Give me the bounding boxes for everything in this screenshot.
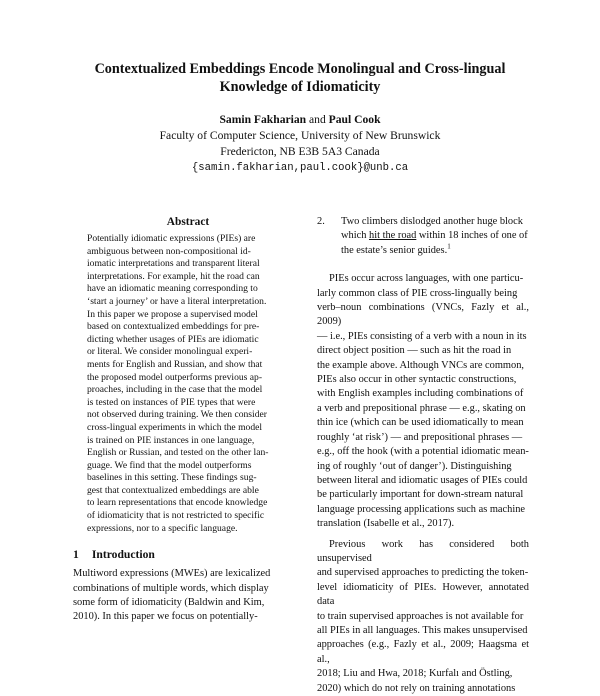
introduction-heading: [73, 547, 303, 563]
abstract-line: In this paper we propose a supervised model: [87, 308, 258, 320]
author-2: Paul Cook: [328, 113, 381, 126]
abstract-line: to learn representations that encode knowledge: [87, 497, 268, 509]
abstract-line: is tested on instances of PIE types that were: [87, 396, 256, 408]
author-1: Samin Fakharian: [219, 113, 307, 126]
example-text-fragment: which: [341, 230, 369, 242]
introduction-body: [73, 567, 303, 625]
para-line: with English examples including combinations of: [317, 388, 524, 400]
para-line: 2020) which do not rely on training annotations: [317, 682, 516, 694]
abstract-line: baselines in this setting. These findings sug-: [87, 472, 257, 484]
abstract-line: guage. We find that the model outperforms: [87, 459, 252, 471]
para-line: level idiomaticity of PIEs. However, annotated data: [317, 581, 529, 608]
para-line: larly common class of PIE cross-lingually being: [317, 287, 518, 299]
left-column: [73, 215, 303, 625]
section-title: Introduction: [91, 548, 155, 562]
intro-line: some form of idiomaticity (Baldwin and Kim,: [73, 597, 265, 609]
abstract-line: based on contextualized embeddings for pre-: [87, 321, 260, 333]
right-column: [317, 215, 529, 696]
para-line: roughly ‘at risk’) — and prepositional phrases —: [317, 431, 523, 443]
para-line: ing of roughly ‘out of danger’). Distinguishing: [317, 460, 512, 472]
intro-line: combinations of multiple words, which display: [73, 582, 269, 594]
abstract-line: iomatic interpretations and transparent literal: [87, 258, 260, 270]
para-line: and supervised approaches to predicting the token-: [317, 567, 529, 579]
abstract-line: interpretations. For example, hit the road can: [87, 270, 260, 282]
abstract-line: Potentially idiomatic expressions (PIEs) are: [87, 233, 256, 244]
intro-line: Multiword expressions (MWEs) are lexicalized: [73, 568, 271, 580]
abstract-line: ‘start a journey’ or have a literal interpretation.: [87, 295, 267, 307]
author-block: [60, 112, 540, 176]
para-line: all PIEs in all languages. This makes unsupervised: [317, 624, 528, 636]
paragraph-previous-work: [317, 538, 529, 696]
para-line: the example above. Although VNCs are common,: [317, 359, 525, 371]
example-line: [341, 244, 529, 258]
abstract-line: ambiguous between non-compositional id-: [87, 245, 251, 257]
abstract-heading: Abstract: [166, 216, 210, 228]
para-line: verb–noun combinations (VNCs, Fazly et al., 2009): [317, 302, 529, 328]
para-line: direct object position — such as hit the road in: [317, 345, 512, 357]
abstract-line: gest that contextualized embeddings are able: [87, 484, 259, 496]
affiliation-line-1: Faculty of Computer Science, University of New Brunswick: [159, 129, 441, 142]
example-text-fragment: within 18 inches of one of: [416, 230, 528, 242]
para-line: — i.e., PIEs consisting of a verb with a noun in its: [317, 330, 527, 342]
para-line: between literal and idiomatic usages of PIEs could: [317, 474, 528, 486]
abstract-line: have an idiomatic meaning corresponding to: [87, 283, 258, 295]
para-line: be particularly important for down-stream natural: [317, 489, 524, 501]
section-number: 1: [73, 548, 79, 562]
para-line: language processing applications such as machine: [317, 503, 526, 515]
para-line: translation (Isabelle et al., 2017).: [317, 518, 455, 530]
para-line: 2018; Liu and Hwa, 2018; Kurfalı and Östling,: [317, 668, 513, 680]
example-2: [317, 215, 529, 258]
author-emails: {samin.fakharian,paul.cook}@unb.ca: [191, 162, 409, 174]
abstract-line: the proposed model outperforms previous ap-: [87, 371, 263, 383]
intro-line: 2010). In this paper we focus on potentially-: [73, 611, 258, 623]
example-text-fragment: the estate’s senior guides.: [341, 244, 448, 256]
para-line: a verb and prepositional phrase — e.g., skating on: [317, 402, 526, 414]
example-text: [341, 215, 529, 258]
footnote-mark[interactable]: 1: [447, 242, 451, 251]
abstract-line: is trained on PIE instances in one language,: [87, 434, 255, 446]
para-line: to train supervised approaches is not available for: [317, 610, 524, 622]
para-line: e.g., off the hook (with a potential idiomatic mean-: [317, 446, 529, 458]
abstract-line: proaches, including in the case that the model: [87, 384, 263, 396]
title-line-1: Contextualized Embeddings Encode Monolingual and Cross-lingual: [94, 61, 506, 77]
para-line: thin ice (which can be used idiomatically to mean: [317, 417, 524, 429]
title-line-2: Knowledge of Idiomaticity: [219, 79, 381, 95]
abstract-line: cross-lingual experiments in which the model: [87, 421, 263, 433]
example-line: Two climbers dislodged another huge block: [341, 216, 523, 227]
abstract-line: ments for English and Russian, and show that: [87, 358, 263, 370]
abstract-line: not observed during training. We then consider: [87, 409, 267, 421]
abstract-line: or literal. We consider monolingual experi-: [87, 346, 253, 358]
example-number: 2.: [317, 216, 325, 227]
abstract-line: dicting whether usages of PIEs are idiomatic: [87, 333, 259, 345]
highlighted-pie: hit the road: [369, 230, 417, 242]
paragraph-pie-languages: [317, 272, 529, 531]
author-conjunction: and: [309, 113, 326, 126]
para-line: PIEs also occur in other syntactic constructions,: [317, 374, 517, 386]
author-names: [60, 112, 540, 128]
para-line: approaches (e.g., Fazly et al., 2009; Haagsma et al.,: [317, 639, 529, 665]
abstract-line: expressions, nor to a specific language.: [87, 522, 238, 534]
abstract-body: [87, 233, 289, 535]
para-line: PIEs occur across languages, with one particu-: [329, 273, 524, 285]
affiliation-line-2: Fredericton, NB E3B 5A3 Canada: [220, 145, 380, 158]
abstract-line: of idiomaticity that is not restricted to specific: [87, 510, 265, 522]
example-line: [341, 229, 529, 243]
abstract-line: English or Russian, and tested on the other lan-: [87, 447, 269, 459]
para-line: Previous work has considered both unsupervised: [317, 538, 529, 564]
paper-title: [60, 60, 540, 96]
